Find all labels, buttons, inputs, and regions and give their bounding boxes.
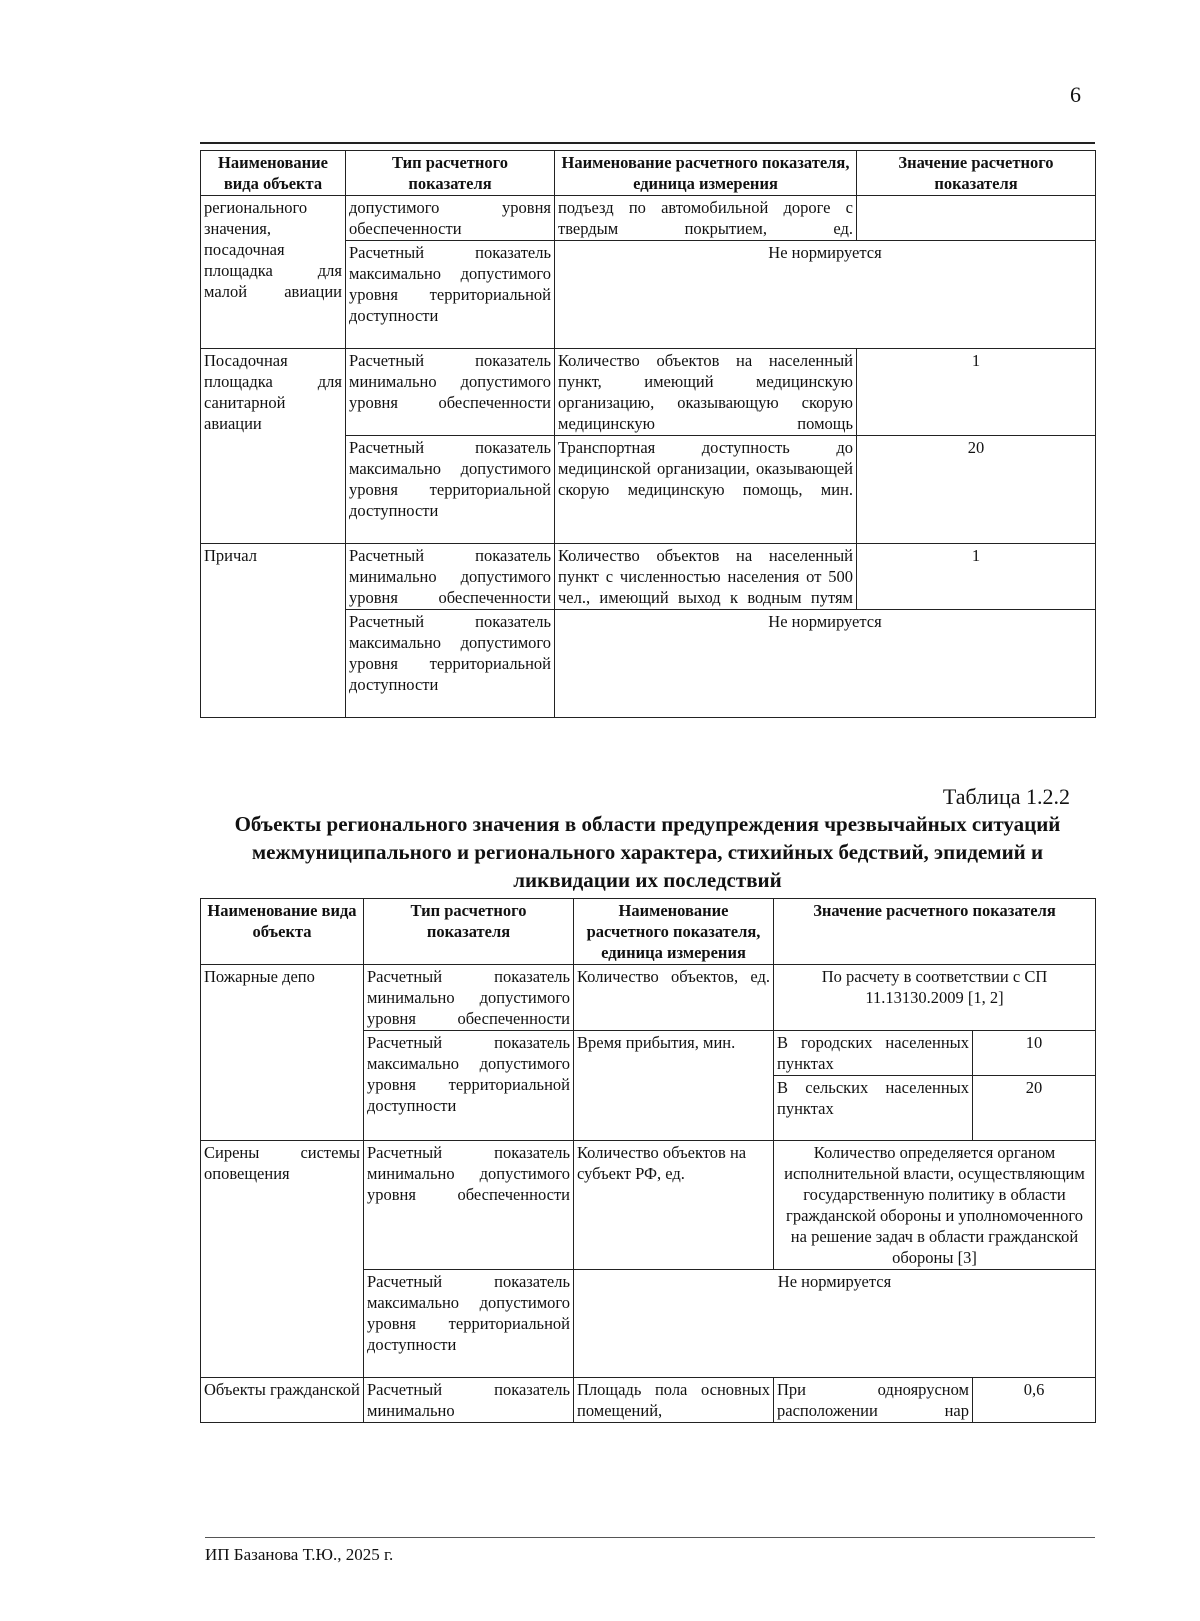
value-cell: 20 [857, 436, 1096, 544]
value-cell: Количество определяется органом исполнительной власти, осуществляющим государственную политику в области гражданской обороны и уполномоченного на решение задач в области гражданской обороны [3] [774, 1141, 1096, 1270]
header-indicator-name: Наименование расчетного показателя, единица измерения [555, 151, 857, 196]
table-row [201, 1141, 1096, 1270]
header-indicator-name: Наименование расчетного показателя, единица измерения [574, 899, 774, 965]
value-cell: Не нормируется [555, 241, 1096, 349]
object-cell: регионального значения, посадочная площадка для малой авиации [201, 196, 346, 349]
object-cell: Причал [201, 544, 346, 718]
type-cell: Расчетный показатель максимально допустимого уровня территориальной доступности [346, 610, 555, 718]
type-cell: Расчетный показатель минимально [364, 1378, 574, 1423]
indicators-table-continued [200, 150, 1096, 718]
name-cell: Количество объектов на субъект РФ, ед. [574, 1141, 774, 1270]
type-cell: Расчетный показатель минимально допустимого уровня обеспеченности [364, 965, 574, 1031]
type-cell: Расчетный показатель минимально допустимого уровня обеспеченности [346, 349, 555, 436]
value-cell: 1 [857, 349, 1096, 436]
name-cell: Количество объектов на населенный пункт с численностью населения от 500 чел., имеющий выход к водным путям [555, 544, 857, 610]
value-cell: 1 [857, 544, 1096, 610]
table-row [201, 544, 1096, 610]
value-cell: Не нормируется [555, 610, 1096, 718]
name-cell: Площадь пола основных помещений, [574, 1378, 774, 1423]
emergency-objects-table [200, 898, 1096, 1423]
table-row [201, 196, 1096, 241]
object-cell: Сирены системы оповещения [201, 1141, 364, 1378]
header-object-type: Наименование вида объекта [201, 151, 346, 196]
type-cell: Расчетный показатель максимально допустимого уровня территориальной доступности [346, 436, 555, 544]
type-cell: Расчетный показатель минимально допустимого уровня обеспеченности [364, 1141, 574, 1270]
object-cell: Посадочная площадка для санитарной авиации [201, 349, 346, 544]
object-cell: Объекты гражданской [201, 1378, 364, 1423]
value-urban: 10 [973, 1031, 1096, 1076]
object-cell: Пожарные депо [201, 965, 364, 1141]
value-cell: Не нормируется [574, 1270, 1096, 1378]
table-row [201, 965, 1096, 1031]
header-indicator-type: Тип расчетного показателя [346, 151, 555, 196]
top-rule [200, 142, 1095, 144]
type-cell: Расчетный показатель максимально допустимого уровня территориальной доступности [364, 1270, 574, 1378]
subcondition-value: 0,6 [973, 1378, 1096, 1423]
footer-rule [205, 1537, 1095, 1538]
subcondition-rural: В сельских населенных пунктах [774, 1076, 973, 1141]
name-cell: Количество объектов, ед. [574, 965, 774, 1031]
table-header-row [201, 899, 1096, 965]
header-indicator-value: Значение расчетного показателя [774, 899, 1096, 965]
table-row [201, 349, 1096, 436]
table-header-row [201, 151, 1096, 196]
table-row [201, 1378, 1096, 1423]
name-cell: Время прибытия, мин. [574, 1031, 774, 1141]
type-cell: Расчетный показатель максимально допустимого уровня территориальной доступности [346, 241, 555, 349]
header-object-type: Наименование вида объекта [201, 899, 364, 965]
value-cell [857, 196, 1096, 241]
name-cell: Транспортная доступность до медицинской организации, оказывающей скорую медицинскую помощь, мин. [555, 436, 857, 544]
value-rural: 20 [973, 1076, 1096, 1141]
type-cell: Расчетный показатель максимально допустимого уровня территориальной доступности [364, 1031, 574, 1141]
page-number: 6 [1070, 82, 1081, 107]
header-indicator-type: Тип расчетного показателя [364, 899, 574, 965]
subcondition-urban: В городских населенных пунктах [774, 1031, 973, 1076]
name-cell: Количество объектов на населенный пункт, имеющий медицинскую организацию, оказывающую скорую медицинскую помощь [555, 349, 857, 436]
header-indicator-value: Значение расчетного показателя [857, 151, 1096, 196]
table-label: Таблица 1.2.2 [942, 784, 1070, 809]
type-cell: допустимого уровня обеспеченности [346, 196, 555, 241]
value-cell: По расчету в соответствии с СП 11.13130.2009 [1, 2] [774, 965, 1096, 1031]
type-cell: Расчетный показатель минимально допустимого уровня обеспеченности [346, 544, 555, 610]
footer-text: ИП Базанова Т.Ю., 2025 г. [205, 1545, 394, 1564]
subcondition-cell: При одноярусном расположении нар [774, 1378, 973, 1423]
table-title: Объекты регионального значения в области предупреждения чрезвычайных ситуаций межмуниципального и регионального характера, стихийных бедствий, эпидемий и ликвидации их последствий [234, 812, 1061, 892]
name-cell: подъезд по автомобильной дороге с твердым покрытием, ед. [555, 196, 857, 241]
